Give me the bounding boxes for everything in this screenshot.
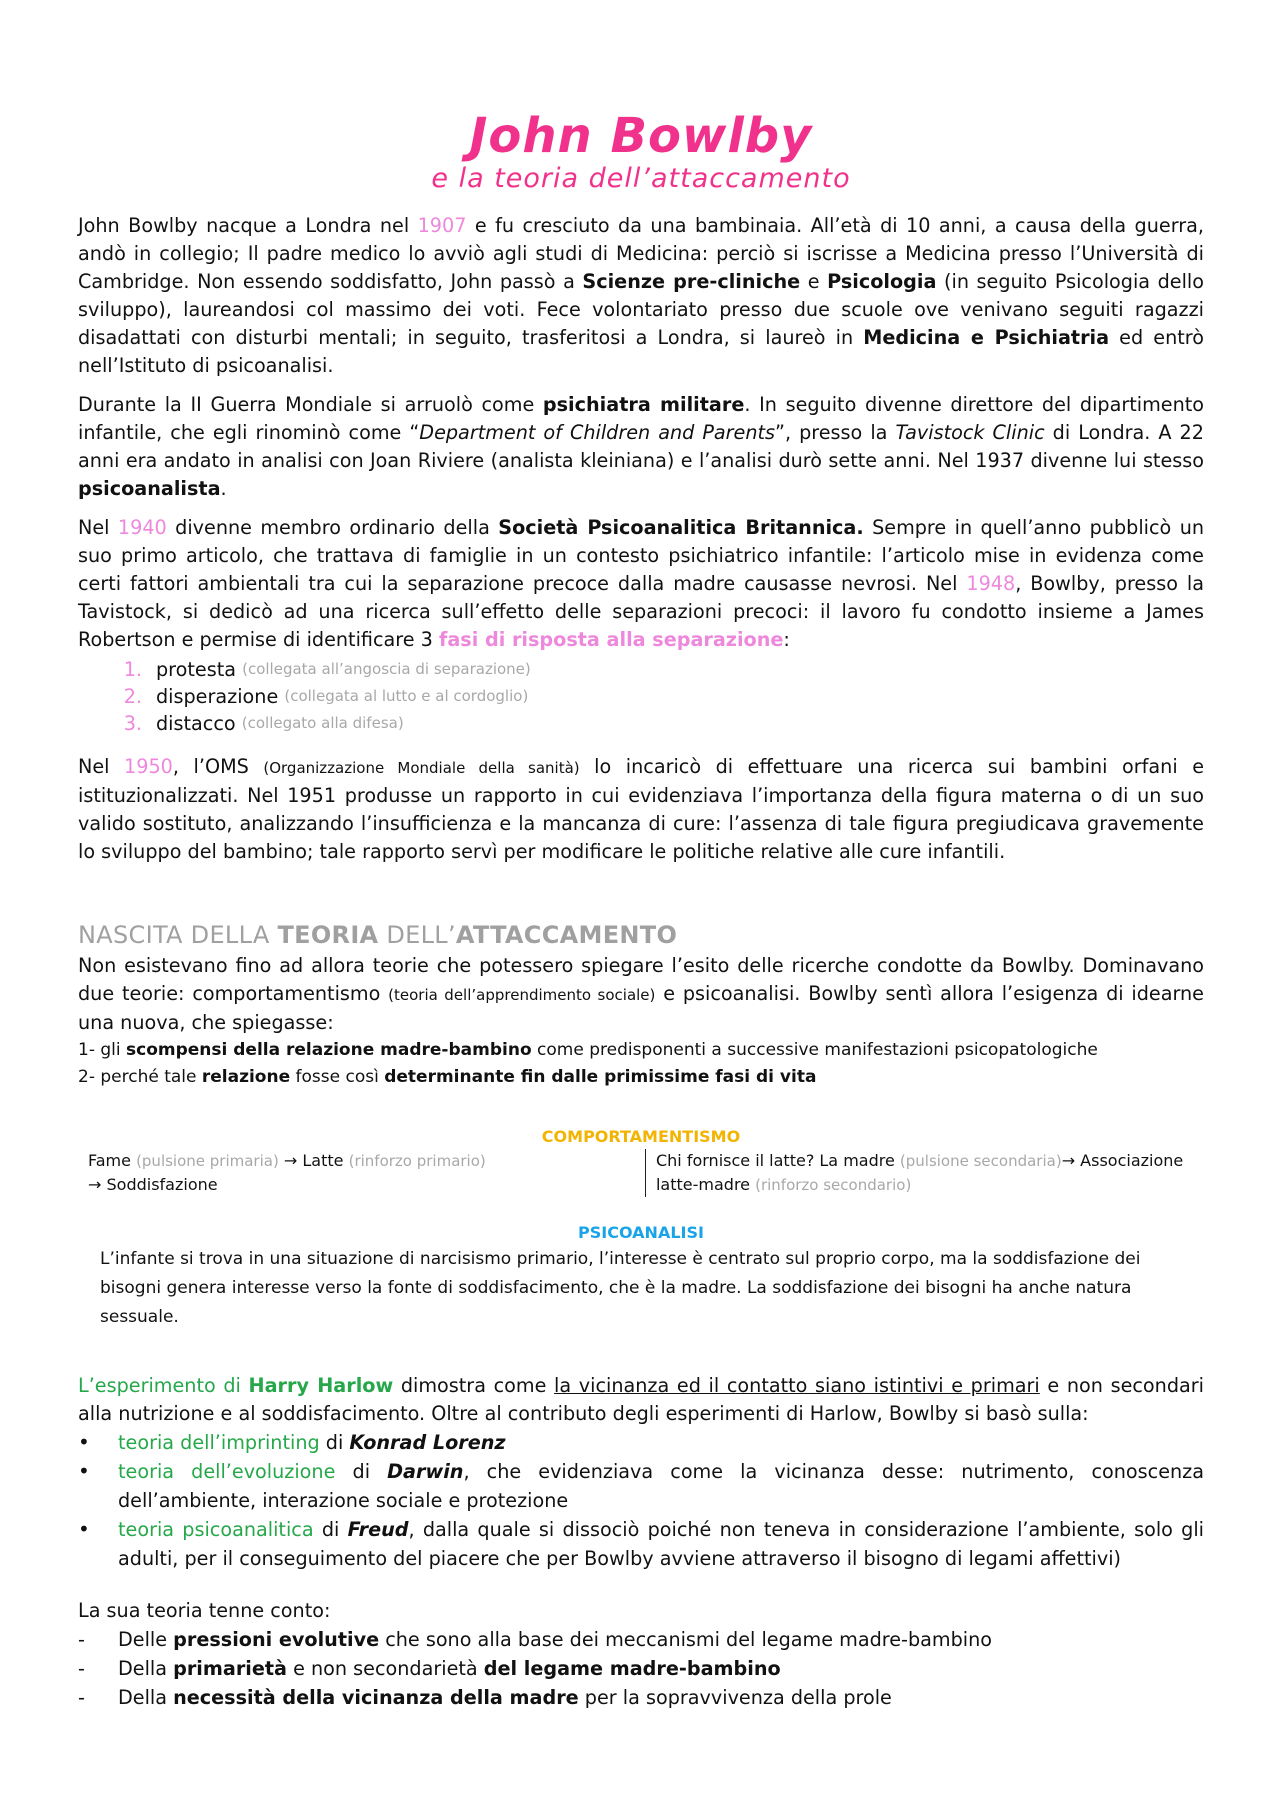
page-subtitle: e la teoria dell’attaccamento: [431, 163, 851, 194]
point-2: 2- perché tale relazione fosse così determinante fin dalle primissime fasi di vita: [78, 1067, 817, 1087]
list-item: 2. disperazione (collegata al lutto e al cordoglio): [123, 685, 529, 708]
paragraph-society: Nel 1940 divenne membro ordinario della Società Psicoanalitica Britannica. Sempre in quell’anno pubblicò un suo primo articolo, che trattava di famiglie in un contesto psichiatrico infantile: l’articolo mise in evidenza come certi fattori ambientali tra cui la separazione precoce dalla madre causasse nevrosi. Nel 1948, Bowlby, presso la Tavistock, si dedicò ad una ricerca sull’effetto delle separazioni precoci: il lavoro fu condotto insieme a James Robertson e permise di identificare 3 fasi di risposta alla separazione:: [78, 516, 1205, 651]
paragraph-harlow: L’esperimento di Harry Harlow dimostra come la vicinanza ed il contatto siano istintivi e primari e non secondari alla nutrizione e al soddisfacimento. Oltre al contributo degli esperimenti di Harlow, Bowlby si basò sulla:: [78, 1374, 1204, 1425]
phases-list: [78, 656, 1204, 737]
paragraph-theories-intro: Non esistevano fino ad allora teorie che potessero spiegare l’esito delle ricerche condotte da Bowlby. Dominavano due teorie: comportamentismo (teoria dell’apprendimento sociale) e psicoanalisi. Bowlby sentì allora l’esigenza di idearne una nuova, che spiegasse:: [78, 954, 1204, 1034]
list-item: - Della primarietà e non secondarietà del legame madre-bambino: [78, 1654, 1204, 1683]
paragraph-biography: John Bowlby nacque a Londra nel 1907 e fu cresciuto da una bambinaia. All’età di 10 anni, a causa della guerra, andò in collegio; Il padre medico lo avviò agli studi di Medicina: perciò si iscrisse a Medicina presso l’Università di Cambridge. Non essendo soddisfatto, John passò a Scienze pre-cliniche e Psicologia (in seguito Psicologia dello sviluppo), laureandosi col massimo dei voti. Fece volontariato presso due scuole ove venivano seguiti ragazzi disadattati con disturbi mentali; in seguito, trasferitosi a Londra, si laureò in Medicina e Psichiatria ed entrò nell’Istituto di psicoanalisi.: [78, 214, 1204, 377]
comportamentismo-label: COMPORTAMENTISMO: [541, 1127, 741, 1146]
year-highlight: 1940: [117, 516, 167, 539]
considerations-list: [78, 1625, 1204, 1712]
year-highlight: 1907: [417, 214, 467, 237]
list-item: 1. protesta (collegata all’angoscia di separazione): [123, 658, 531, 681]
paragraph-oms: Nel 1950, l’OMS (Organizzazione Mondiale della sanità) lo incaricò di effettuare una ricerca sui bambini orfani e istituzionalizzati. Nel 1951 produsse un rapporto in cui evidenziava l’importanza della figura materna o di un suo valido sostituto, analizzando l’insufficienza e la mancanza di cure: l’assenza di tale figura pregiudicava gravemente lo sviluppo del bambino; tale rapporto servì per modificare le politiche relative alle cure infantili.: [78, 755, 1204, 863]
phases-label: fasi di risposta alla separazione: [438, 628, 784, 651]
page-title: John Bowlby: [469, 108, 813, 164]
list-item: - Delle pressioni evolutive che sono alla base dei meccanismi del legame madre-bambino: [78, 1625, 1204, 1654]
paragraph-war: Durante la II Guerra Mondiale si arruolò come psichiatra militare. In seguito divenne direttore del dipartimento infantile, che egli rinominò come “Department of Children and Parents”, presso la Tavistock Clinic di Londra. A 22 anni era andato in analisi con Joan Riviere (analista kleiniana) e l’analisi durò sette anni. Nel 1937 divenne lui stesso psicoanalista.: [78, 393, 1204, 500]
list-item: • teoria dell’imprinting di Konrad Lorenz: [78, 1428, 1204, 1457]
comportamentismo-right: Chi fornisce il latte? La madre (pulsione secondaria)→ Associazione latte-madre (rinforzo secondario): [645, 1149, 1204, 1197]
theories-list: [78, 1428, 1204, 1573]
list-item: • teoria psicoanalitica di Freud, dalla quale si dissociò poiché non teneva in considerazione l’ambiente, solo gli adulti, per il conseguimento del piacere che per Bowlby avviene attraverso il bisogno di legami affettivi): [78, 1515, 1204, 1573]
list-item: 3. distacco (collegato alla difesa): [123, 712, 404, 735]
year-highlight: 1948: [966, 572, 1016, 595]
document-page: [78, 108, 1204, 1712]
paragraph-summary-intro: La sua teoria tenne conto:: [78, 1599, 331, 1622]
list-item: • teoria dell’evoluzione di Darwin, che evidenziava come la vicinanza desse: nutrimento, conoscenza dell’ambiente, interazione sociale e protezione: [78, 1457, 1204, 1515]
point-1: 1- gli scompensi della relazione madre-bambino come predisponenti a successive manifestazioni psicopatologiche: [78, 1040, 1098, 1060]
year-highlight: 1950: [124, 755, 173, 778]
psicoanalisi-text: L’infante si trova in una situazione di narcisismo primario, l’interesse è centrato sul proprio corpo, ma la soddisfazione dei bisogni genera interesse verso la fonte di soddisfacimento, che è la madre. La soddisfazione dei bisogni ha anche natura sessuale.: [100, 1249, 1141, 1327]
list-item: - Della necessità della vicinanza della madre per la sopravvivenza della prole: [78, 1683, 1204, 1712]
comportamentismo-left: Fame (pulsione primaria) → Latte (rinforzo primario) → Soddisfazione: [88, 1151, 486, 1194]
section-heading: NASCITA DELLA TEORIA DELL’ATTACCAMENTO: [78, 921, 678, 949]
psicoanalisi-label: PSICOANALISI: [578, 1223, 704, 1242]
comportamentismo-table: [78, 1149, 1204, 1197]
